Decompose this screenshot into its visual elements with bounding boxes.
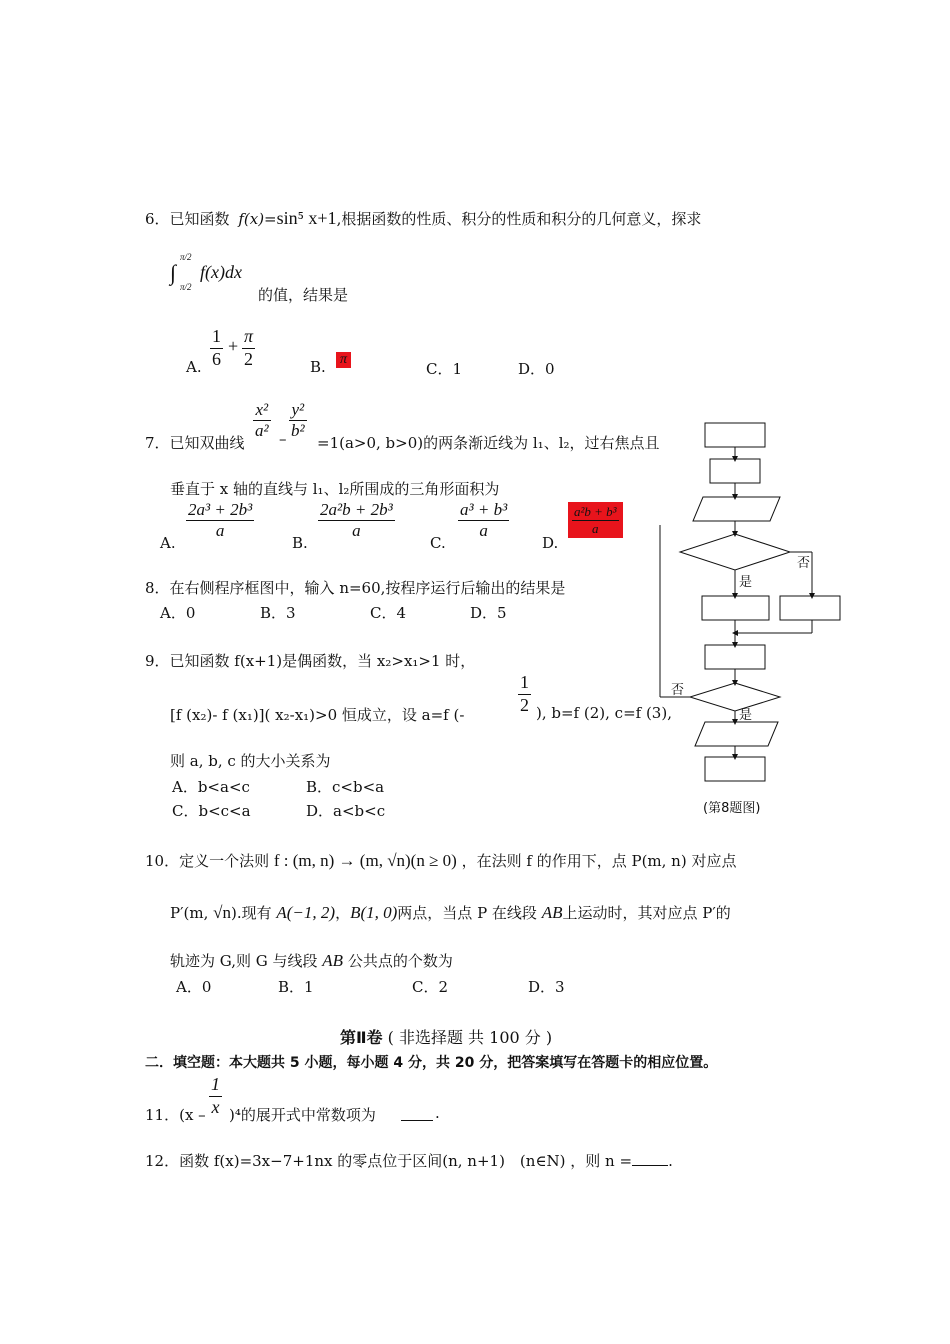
q6-options bbox=[186, 326, 706, 376]
q10-line2a: P′(m, bbox=[170, 904, 209, 922]
q10-line1a: 10．定义一个法则 bbox=[145, 852, 270, 870]
q10-line2 bbox=[170, 902, 731, 923]
q7-frac-x-num: x² bbox=[253, 400, 271, 421]
q7-a-num: 2a³ + 2b³ bbox=[186, 500, 254, 521]
q6-integral bbox=[170, 252, 270, 302]
section2-title-rest: ( 非选择题 共 100 分 ) bbox=[387, 1028, 553, 1047]
q8-opt-b: B．3 bbox=[260, 604, 296, 622]
q8-opt-d: D．5 bbox=[470, 604, 507, 622]
q6-opt-b-value: π bbox=[336, 352, 351, 368]
q6-opt-a-den2: 2 bbox=[244, 348, 254, 369]
q10-opt-d: D．3 bbox=[528, 978, 565, 996]
q7-b-frac bbox=[318, 500, 395, 542]
q9-line1: 9．已知函数 f(x+1)是偶函数，当 x₂>x₁>1 时， bbox=[145, 652, 476, 670]
flow-process-box-no bbox=[780, 596, 840, 620]
q7-rest: =1(a>0, b>0)的两条渐近线为 l₁、l₂，过右焦点且 bbox=[317, 434, 660, 452]
flow-process-box-yes bbox=[702, 596, 769, 620]
q7-d-label: D. bbox=[542, 534, 559, 552]
q9-opt-c: C．b<c<a bbox=[172, 802, 251, 820]
q6-opt-c: C．1 bbox=[426, 360, 463, 378]
q10-ab-1: AB bbox=[541, 903, 563, 922]
q12-end: . bbox=[668, 1152, 673, 1170]
q7-d-den: a bbox=[592, 520, 599, 536]
flow-output-box bbox=[695, 722, 778, 746]
flow-process-box-1 bbox=[710, 459, 760, 483]
q10-sqrt: √n bbox=[213, 903, 231, 922]
q7-minus: – bbox=[279, 430, 287, 448]
q7-c-frac bbox=[458, 500, 509, 542]
q10-opt-c: C．2 bbox=[412, 978, 449, 996]
q10-line1b: ，在法则 f 的作用下，点 P(m, n) 对应点 bbox=[461, 852, 737, 870]
q9-options-row2 bbox=[172, 800, 472, 822]
q11-frac bbox=[209, 1074, 222, 1118]
q10-options bbox=[176, 976, 596, 998]
q10-line3b: 公共点的个数为 bbox=[347, 952, 453, 970]
q6-lower-limit: π/2 bbox=[180, 282, 192, 292]
q9-frac-den: 2 bbox=[520, 694, 529, 715]
q8-text: 8．在右侧程序框图中，输入 n=60,按程序运行后输出的结果是 bbox=[145, 579, 566, 597]
flow-input-box bbox=[693, 497, 780, 521]
q12-text: 12．函数 f(x)=3x−7+1nx 的零点位于区间(n, n+1) (n∈N) ，则 n = bbox=[145, 1152, 633, 1170]
q6-opt-a-den: 6 bbox=[212, 348, 221, 369]
q7-a-den: a bbox=[215, 521, 225, 541]
q11-answer-blank[interactable] bbox=[401, 1120, 433, 1121]
q10-opt-b: B．1 bbox=[278, 978, 314, 996]
q7-b-label: B. bbox=[292, 534, 308, 552]
q9-line2 bbox=[170, 672, 690, 722]
flowchart bbox=[655, 415, 850, 825]
flow-start-box bbox=[705, 423, 765, 447]
q11-post: )⁴的展开式中常数项为 bbox=[229, 1106, 376, 1124]
q9-line2b: ), b=f (2), c=f (3), bbox=[536, 704, 672, 722]
q6-integral-sign: ∫ bbox=[170, 260, 177, 285]
q7-frac-x-den: a² bbox=[255, 421, 269, 441]
q11-end: . bbox=[435, 1104, 440, 1122]
q7-frac-y-num: y² bbox=[289, 400, 307, 421]
flow-decision-1 bbox=[680, 534, 790, 570]
q8-options bbox=[160, 602, 560, 624]
q9-opt-b: B．c<b<a bbox=[306, 778, 385, 796]
q6-opt-a-frac1 bbox=[210, 326, 223, 370]
q7-a-label: A. bbox=[160, 534, 176, 552]
q10-opt-a: A．0 bbox=[176, 978, 212, 996]
flow-label-no-1: 否 bbox=[797, 556, 811, 571]
q7-d-num: a²b + b³ bbox=[574, 504, 617, 519]
q7-d-frac bbox=[568, 502, 623, 538]
flow-end-box bbox=[705, 757, 765, 781]
q7-c-label: C. bbox=[430, 534, 446, 552]
q9-options-row1 bbox=[172, 776, 472, 798]
q7-frac-y bbox=[289, 400, 307, 442]
q10-comma: ， bbox=[335, 904, 351, 922]
q6-integrand: f(x)dx bbox=[200, 262, 242, 282]
q7-number: 7．已知双曲线 bbox=[145, 434, 245, 452]
q10-ab-2: AB bbox=[322, 951, 344, 970]
q6-opt-b-label: B. bbox=[310, 358, 326, 376]
q11-pre: 11．(x – bbox=[145, 1106, 206, 1124]
q6-opt-a-plus: + bbox=[228, 336, 239, 356]
flow-label-yes-1: 是 bbox=[739, 575, 753, 590]
q10-line3 bbox=[170, 950, 453, 971]
q6-opt-a-num: 1 bbox=[210, 326, 223, 349]
q6-upper-limit: π/2 bbox=[180, 252, 192, 262]
q6-tail: 的值，结果是 bbox=[258, 286, 349, 304]
section2-instructions: 二．填空题：本大题共 5 小题，每小题 4 分，共 20 分，把答案填写在答题卡的相应位置。 bbox=[145, 1055, 718, 1071]
q7-c-den: a bbox=[479, 521, 488, 541]
q11 bbox=[145, 1074, 545, 1126]
q7-options bbox=[160, 500, 640, 552]
q6-fx: f(x)= bbox=[238, 210, 277, 228]
q8-opt-a: A．0 bbox=[160, 604, 196, 622]
q6-number: 6．已知函数 bbox=[145, 210, 230, 228]
q6-line1 bbox=[145, 208, 701, 229]
section2-title bbox=[340, 1025, 552, 1048]
q10-point-b: B(1, 0) bbox=[350, 903, 398, 922]
q12-answer-blank[interactable] bbox=[632, 1165, 668, 1166]
flow-decision-2 bbox=[690, 683, 780, 711]
q7-line2: 垂直于 x 轴的直线与 l₁、l₂所围成的三角形面积为 bbox=[170, 480, 500, 498]
section2-title-bold: 第Ⅱ卷 bbox=[340, 1028, 383, 1047]
q10-line2d: 上运动时，其对应点 P′的 bbox=[562, 904, 731, 922]
q7-frac-x bbox=[253, 400, 271, 442]
q6-opt-a-frac2 bbox=[242, 326, 255, 370]
q11-frac-num: 1 bbox=[209, 1074, 222, 1097]
q11-frac-den: x bbox=[211, 1096, 220, 1117]
q9-line3: 则 a, b, c 的大小关系为 bbox=[170, 752, 331, 770]
q10-line1 bbox=[145, 850, 736, 871]
q7-a-frac bbox=[186, 500, 254, 542]
q6-opt-d: D．0 bbox=[518, 360, 555, 378]
q9-opt-d: D．a<b<c bbox=[306, 802, 386, 820]
q6-opt-a-label: A. bbox=[186, 358, 202, 376]
q10-line2c: 两点，当点 P 在线段 bbox=[397, 904, 537, 922]
q7-b-num: 2a²b + 2b³ bbox=[318, 500, 395, 521]
q6-expr: sin⁵ x+1 bbox=[276, 208, 337, 228]
q6-opt-a-num2: π bbox=[242, 326, 255, 349]
q8-opt-c: C．4 bbox=[370, 604, 407, 622]
q9-opt-a: A．b<a<c bbox=[172, 778, 250, 796]
q9-frac bbox=[518, 672, 531, 716]
q9-frac-num: 1 bbox=[518, 672, 531, 695]
q9-line2a: [f (x₂)- f (x₁)]( x₂-x₁)>0 恒成立，设 a=f (- bbox=[170, 706, 465, 724]
q7-line1 bbox=[145, 400, 685, 456]
q10-rule: f : (m, n) → (m, √n)(n ≥ 0) bbox=[273, 851, 457, 870]
q12 bbox=[145, 1150, 673, 1171]
q10-line2b: ).现有 bbox=[230, 904, 272, 922]
flow-process-box-2 bbox=[705, 645, 765, 669]
q10-line3a: 轨迹为 G,则 G 与线段 bbox=[170, 952, 318, 970]
q6-rest: ,根据函数的性质、积分的性质和积分的几何意义，探求 bbox=[336, 210, 702, 228]
flow-caption: (第8题图) bbox=[703, 801, 761, 816]
q7-c-num: a³ + b³ bbox=[458, 500, 509, 521]
flow-label-yes-2: 是 bbox=[739, 708, 753, 723]
q7-frac-y-den: b² bbox=[291, 421, 305, 441]
q10-point-a: A(−1, 2) bbox=[276, 903, 336, 922]
q7-b-den: a bbox=[352, 521, 361, 541]
flow-label-no-2: 否 bbox=[671, 683, 685, 698]
